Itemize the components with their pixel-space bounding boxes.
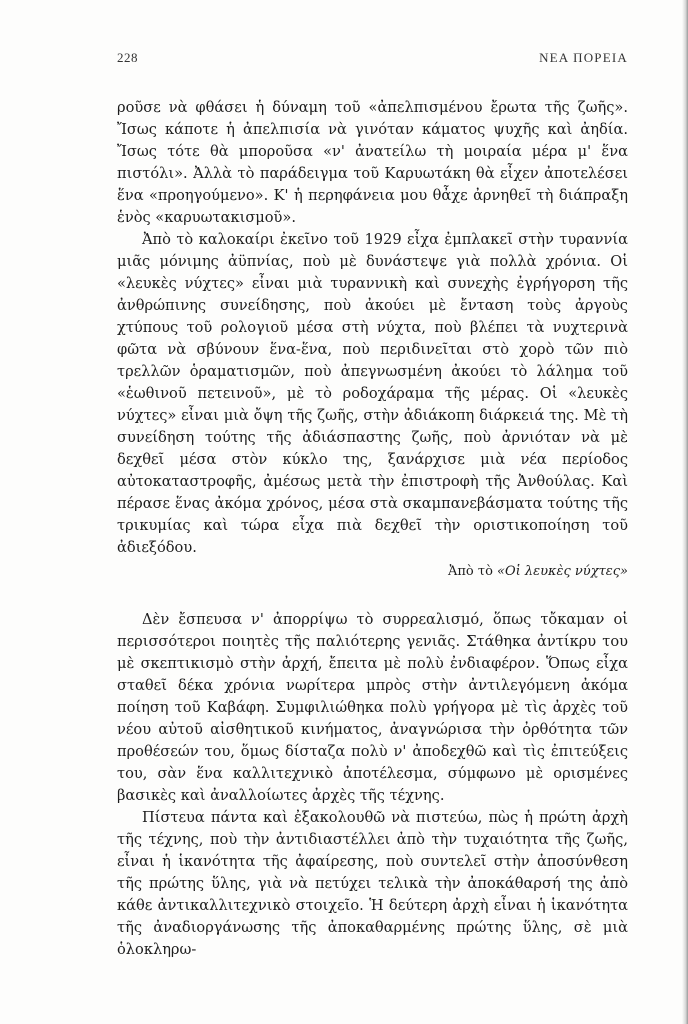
running-head — [117, 50, 628, 70]
paragraph-1: ροῦσε νὰ φθάσει ἡ δύναμη τοῦ «ἀπελπισμένου ἔρωτα τῆς ζωῆς». Ἴσως κάποτε ἡ ἀπελπισία νὰ γινόταν κάματος ψυχῆς καὶ ἀηδία. Ἴσως τότε θὰ μποροῦσα «ν' ἀνατείλω τὴ μοιραία μέρα μ' ἕνα πιστόλι». Ἀλλὰ τὸ παράδειγμα τοῦ Καρυωτάκη θὰ εἶχεν ἀποτελέσει ἕνα «προηγούμενο». Κ' ἡ περηφάνεια μου θἆχε ἀρνηθεῖ τὴ διάπραξη ἑνὸς «καρυωτακισμοῦ». — [117, 99, 628, 226]
page-number: 228 — [117, 50, 138, 65]
running-title: ΝΕΑ ΠΟΡΕΙΑ — [539, 50, 628, 65]
paragraph-2: Ἀπὸ τὸ καλοκαίρι ἐκεῖνο τοῦ 1929 εἶχα ἐμπλακεῖ στὴν τυραννία μιᾶς μόνιμης ἀϋπνίας, ποὺ μὲ δυνάστεψε γιὰ πολλὰ χρόνια. Οἱ «λευκὲς νύχτες» εἶναι μιὰ τυραννικὴ καὶ συνεχὴς ἐγρήγορση τῆς ἀνθρώπινης συνείδησης, ποὺ ἀκούει μὲ ἔνταση τοὺς ἀργοὺς χτύπους τοῦ ρολογιοῦ μέσα στὴ νύχτα, ποὺ βλέπει τὰ νυχτερινὰ φῶτα νὰ σβύνουν ἕνα-ἕνα, ποὺ περιδινεῖται στὸ χορὸ τῶν πιὸ τρελλῶν ὁραματισμῶν, ποὺ ἀπεγνωσμένη ἀκούει τὸ λάλημα τοῦ «ἑωθινοῦ πετεινοῦ», μὲ τὸ ροδοχάραμα τῆς μέρας. Οἱ «λευκὲς νύχτες» εἶναι μιὰ ὄψη τῆς ζωῆς, στὴν ἀδιάκοπη διάρκειά της. Μὲ τὴ συνείδηση τούτης τῆς ἀδιάσπαστης ζωῆς, ποὺ ἀρνιόταν νὰ μὲ δεχθεῖ μέσα στὸν κύκλο της, ξανάρχισε μιὰ νέα περίοδος αὐτοκαταστροφῆς, ἀμέσως μετὰ τὴν ἐπιστροφὴ τῆς Ἀνθούλας. Καὶ πέρασε ἕνας ἀκόμα χρόνος, μέσα στὰ σκαμπανεβάσματα τούτης τῆς τρικυμίας καὶ τώρα εἶχα πιὰ δεχθεῖ τὴν οριστικοποίηση τοῦ ἀδιεξόδου. — [117, 231, 628, 556]
page-edge-shadow — [682, 0, 688, 1024]
body-text — [117, 97, 628, 961]
attribution-prefix: Ἀπὸ τὸ — [447, 564, 498, 579]
paragraph-3: Δὲν ἔσπευσα ν' ἀπορρίψω τὸ συρρεαλισμό, ὅπως τὄκαμαν οἱ περισσότεροι ποιητὲς τῆς παλιότερης γενιᾶς. Στάθηκα ἀντίκρυ του μὲ σκεπτικισμὸ στὴν ἀρχή, ἔπειτα μὲ πολὺ ἐνδιαφέρον. Ὅπως εἶχα σταθεῖ δέκα χρόνια νωρίτερα μπρὸς στὴν ἀντιλεγόμενη ἀκόμα ποίηση τοῦ Καβάφη. Συμφιλιώθηκα πολὺ γρήγορα μὲ τὶς ἀρχὲς τοῦ νέου αὐτοῦ αἰσθητικοῦ κινήματος, ἀναγνώρισα τὴν ὀρθότητα τῶν προθέσεών του, ὅμως δίσταζα πολὺ ν' ἀποδεχθῶ καὶ τὶς ἐπιτεύξεις του, σὰν ἕνα καλλιτεχνικὸ ἀποτέλεσμα, σύμφωνο μὲ ορισμένες βασικὲς καὶ ἀναλλοίωτες ἀρχὲς τῆς τέχνης. — [117, 611, 628, 804]
source-attribution — [117, 563, 628, 581]
paragraph-4: Πίστευα πάντα καὶ ἐξακολουθῶ νὰ πιστεύω, πὼς ἡ πρώτη ἀρχὴ τῆς τέχνης, ποὺ τὴν ἀντιδιαστέλλει ἀπὸ τὴν τυχαιότητα τῆς ζωῆς, εἶναι ἡ ἱκανότητα τῆς ἀφαίρεσης, ποὺ συντελεῖ στὴν ἀποσύνθεση τῆς πρώτης ὕλης, γιὰ νὰ πετύχει τελικὰ τὴν ἀποκάθαρσή της ἀπὸ κάθε ἀντικαλλιτεχνικὸ στοιχεῖο. Ἡ δεύτερη ἀρχὴ εἶναι ἡ ἱκανότητα τῆς ἀναδιοργάνωσης τῆς ἀποκαθαρμένης πρώτης ὕλης, σὲ μιὰ ὁλοκληρω- — [117, 809, 628, 958]
section-break — [117, 581, 628, 609]
attribution-work-title: «Οἱ λευκὲς νύχτες» — [497, 564, 628, 579]
